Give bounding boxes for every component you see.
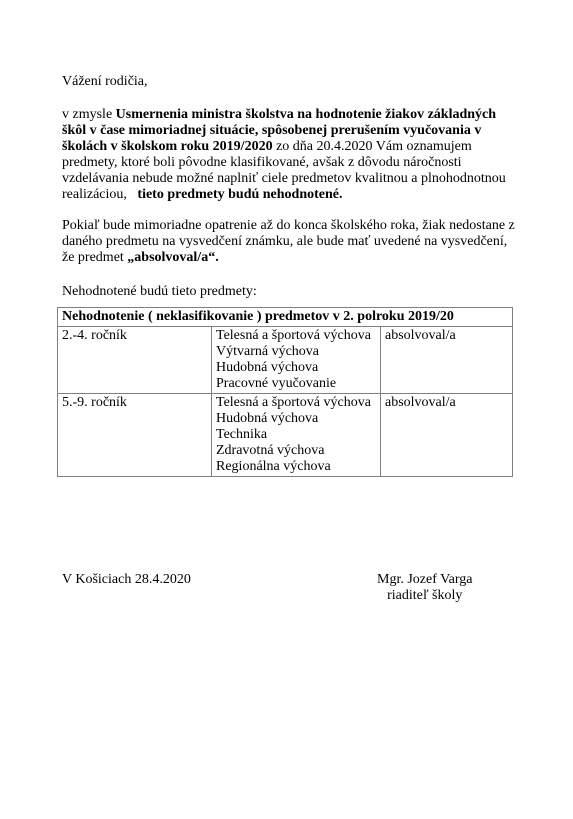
paragraph-regulation — [62, 107, 522, 203]
subjects-cell — [212, 394, 381, 477]
signature-block — [377, 572, 473, 604]
subject-item: Hudobná výchova — [216, 360, 319, 375]
status-cell: absolvoval/a — [381, 327, 513, 394]
subjects-intro: Nehodnotené budú tieto predmety: — [62, 284, 257, 299]
paragraph-regulation-text-2: zo dňa 20.4.2020 Vám oznamujem predmety, ktoré boli pôvodne klasifikované, avšak z dôvodu náročnosti vzdelávania nebude možné naplniť ciele predmetov kvalitnou a plnohodnotnou realizáciou, — [62, 139, 506, 202]
subject-item: Telesná a športová výchova — [216, 328, 371, 343]
signatory-role: riaditeľ školy — [387, 588, 463, 603]
subject-item: Regionálna výchova — [216, 459, 331, 474]
paragraph-certificate-text: Pokiaľ bude mimoriadne opatrenie až do konca školského roka, žiak nedostane z daného predmetu na vysvedčení známku, ale bude mať uvedené na vysvedčení, že predmet — [62, 218, 515, 265]
table-header: Nehodnotenie ( neklasifikovanie ) predmetov v 2. polroku 2019/20 — [58, 308, 513, 327]
absolvoval-term: „absolvoval/a“. — [127, 250, 219, 265]
paragraph-regulation-text-1: v zmysle — [62, 107, 116, 122]
signatory-name: Mgr. Jozef Varga — [377, 572, 473, 587]
status-cell: absolvoval/a — [381, 394, 513, 477]
subject-item: Technika — [216, 427, 268, 442]
subjects-table — [57, 307, 513, 477]
subject-item: Zdravotná výchova — [216, 443, 325, 458]
subjects-cell — [212, 327, 381, 394]
place-date: V Košiciach 28.4.2020 — [62, 572, 191, 587]
table-row — [58, 327, 513, 394]
regulation-title: Usmernenia ministra školstva na hodnotenie žiakov základných škôl v čase mimoriadnej situácie, spôsobenej prerušením vyučovania v školách v školskom roku 2019/2020 — [62, 107, 497, 154]
grade-cell: 2.-4. ročník — [58, 327, 212, 394]
subject-item: Telesná a športová výchova — [216, 395, 371, 410]
subject-item: Hudobná výchova — [216, 411, 319, 426]
not-evaluated-statement: tieto predmety budú nehodnotené. — [137, 187, 343, 202]
paragraph-certificate — [62, 218, 522, 266]
subject-item: Pracovné vyučovanie — [216, 376, 337, 391]
subject-item: Výtvarná výchova — [216, 344, 320, 359]
table-row — [58, 394, 513, 477]
greeting: Vážení rodičia, — [62, 74, 148, 89]
grade-cell: 5.-9. ročník — [58, 394, 212, 477]
table-header-row — [58, 308, 513, 327]
